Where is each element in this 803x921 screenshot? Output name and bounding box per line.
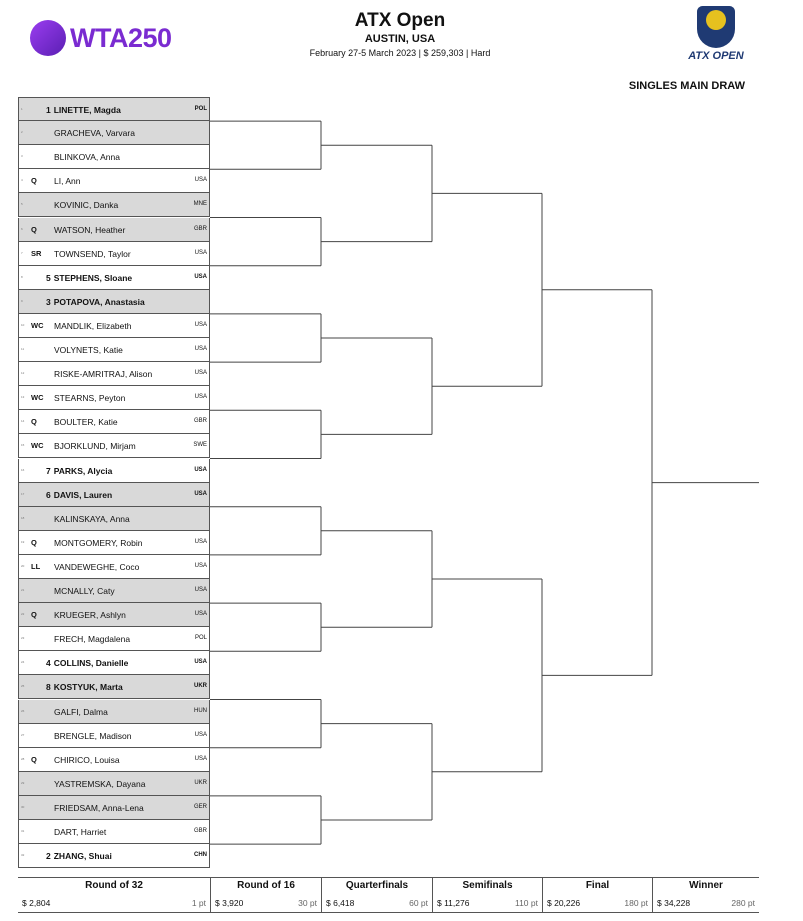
round-name: Winner (689, 880, 723, 891)
player-country: USA (194, 249, 207, 256)
player-name: FRIEDSAM, Anna-Lena (54, 802, 144, 813)
player-name: KALINSKAYA, Anna (54, 513, 130, 524)
draw-position: 32 (21, 853, 25, 858)
round-name: Quarterfinals (345, 880, 409, 891)
draw-position: 29 (21, 780, 25, 785)
entry-status: Q (31, 224, 37, 234)
player-name: 7 PARKS, Alycia (46, 465, 113, 476)
player-country: POL (194, 635, 207, 642)
player-name: LI, Ann (54, 176, 81, 187)
player-country: USA (194, 659, 207, 666)
draw-position: 1 (21, 107, 23, 111)
round-cell (18, 878, 210, 912)
draw-position: 3 (21, 154, 23, 159)
tournament-title: ATX Open (354, 10, 446, 31)
draw-position: 22 (21, 612, 25, 617)
draw-position: 6 (21, 226, 23, 231)
seed-number: 6 (46, 489, 51, 500)
player-name: BJORKLUND, Mirjam (54, 441, 136, 452)
player-name: GRACHEVA, Varvara (54, 128, 135, 139)
player-country: USA (194, 466, 207, 473)
round-prize: $ 3,920 (215, 898, 244, 908)
seed-number: 5 (46, 272, 51, 283)
draw-position: 15 (21, 443, 25, 448)
player-country: USA (194, 562, 207, 569)
round-prize: $ 11,276 (437, 898, 470, 908)
player-country: USA (194, 321, 207, 328)
draw-position: 21 (21, 588, 25, 592)
round-points: 1 pt (191, 898, 206, 908)
draw-position: 20 (21, 563, 25, 568)
player-country: USA (194, 755, 207, 762)
player-country: GBR (193, 225, 207, 232)
entry-status: WC (31, 441, 44, 451)
draw-position: 13 (21, 395, 25, 400)
round-name: Round of 32 (85, 880, 143, 891)
player-country: UKR (194, 683, 207, 690)
round-points: 280 pt (731, 898, 755, 908)
draw-position: 26 (21, 708, 25, 713)
draw-position: 4 (21, 178, 23, 183)
player-country: USA (194, 490, 207, 497)
player-name: CHIRICO, Louisa (54, 754, 120, 765)
player-name: WATSON, Heather (54, 224, 126, 235)
draw-position: 18 (21, 515, 25, 520)
round-prize: $ 20,226 (547, 898, 581, 908)
tournament-details: February 27-5 March 2023 | $ 259,303 | Hard (309, 48, 491, 58)
player-name: 5 STEPHENS, Sloane (46, 272, 133, 283)
player-name: 4 COLLINS, Danielle (46, 658, 129, 669)
tournament-location: AUSTIN, USA (364, 33, 436, 45)
player-country: GER (193, 803, 207, 810)
seed-number: 7 (46, 465, 51, 476)
draw-position: 19 (21, 539, 25, 544)
round-cell (321, 878, 432, 912)
round-cell (652, 878, 759, 912)
draw-label: SINGLES MAIN DRAW (628, 80, 745, 92)
draw-position: 30 (21, 804, 25, 809)
draw-position: 8 (21, 274, 23, 279)
player-country: CHN (194, 852, 207, 859)
player-country: USA (194, 731, 207, 738)
entry-status: Q (31, 754, 37, 764)
player-name: KOVINIC, Danka (54, 200, 119, 211)
player-name: BOULTER, Katie (54, 417, 118, 428)
round-prize: $ 34,228 (657, 898, 691, 908)
player-name: TOWNSEND, Taylor (54, 248, 131, 259)
entry-status: WC (31, 320, 44, 330)
player-name: MCNALLY, Caty (54, 586, 115, 596)
player-name: 6 DAVIS, Lauren (46, 489, 113, 500)
draw-position: 28 (21, 756, 25, 761)
player-country: USA (194, 370, 207, 377)
draw-position: 10 (21, 322, 25, 327)
round-cell (542, 878, 652, 912)
draw-position: 9 (21, 298, 23, 303)
player-country: SWE (193, 442, 207, 449)
draw-position: 24 (21, 660, 25, 665)
player-name: DART, Harriet (54, 827, 107, 837)
round-cell (432, 878, 542, 912)
entry-status: SR (31, 248, 42, 258)
player-country: MNE (193, 201, 207, 208)
player-country: USA (194, 346, 207, 352)
player-name: 2 ZHANG, Shuai (46, 851, 112, 862)
round-name: Round of 16 (237, 880, 295, 891)
round-prize: $ 2,804 (22, 898, 51, 908)
round-prize: $ 6,418 (326, 898, 355, 908)
player-name: VANDEWEGHE, Coco (54, 561, 140, 572)
player-name: RISKE-AMRITRAJ, Alison (54, 369, 153, 380)
wta-brand-text: WTA250 (70, 23, 172, 53)
round-points: 60 pt (409, 898, 428, 908)
draw-position: 31 (21, 829, 25, 833)
player-country: USA (194, 587, 207, 593)
draw-position: 17 (21, 491, 25, 496)
seed-number: 3 (46, 296, 51, 307)
player-name: YASTREMSKA, Dayana (54, 778, 146, 789)
draw-position: 27 (21, 732, 25, 737)
round-name: Final (585, 880, 610, 891)
entry-status: LL (31, 561, 41, 571)
player-name: FRECH, Magdalena (54, 634, 131, 645)
entry-status: Q (31, 176, 37, 186)
player-country: USA (194, 273, 207, 280)
player-name: BLINKOVA, Anna (54, 152, 120, 163)
player-name: 8 KOSTYUK, Marta (46, 682, 123, 693)
player-country: USA (194, 394, 207, 401)
player-country: GBR (193, 418, 207, 425)
player-country: UKR (194, 779, 207, 786)
player-name: MANDLIK, Elizabeth (54, 320, 132, 331)
draw-position: 5 (21, 202, 23, 207)
seed-number: 1 (46, 105, 51, 115)
player-name: STEARNS, Peyton (54, 393, 126, 404)
player-name: 1 LINETTE, Magda (46, 105, 121, 115)
round-points: 30 pt (298, 898, 317, 908)
entry-status: Q (31, 537, 37, 547)
player-name: 3 POTAPOVA, Anastasia (46, 296, 145, 307)
draw-position: 23 (21, 636, 25, 641)
player-name: BRENGLE, Madison (54, 730, 132, 741)
round-prize-table (18, 877, 759, 913)
player-country: GBR (193, 828, 207, 834)
draw-position: 2 (21, 130, 23, 135)
player-name: MONTGOMERY, Robin (54, 537, 143, 548)
seed-number: 8 (46, 682, 51, 693)
entry-status: Q (31, 417, 37, 427)
seed-number: 4 (46, 658, 51, 669)
player-name: VOLYNETS, Katie (54, 345, 123, 355)
player-country: POL (194, 106, 207, 112)
round-points: 110 pt (514, 898, 538, 908)
draw-position: 7 (21, 250, 23, 255)
round-cell (210, 878, 321, 912)
round-points: 180 pt (624, 898, 648, 908)
draw-position: 16 (21, 467, 25, 472)
player-name: GALFI, Dalma (54, 706, 108, 717)
atx-open-logo-text: ATX OPEN (688, 50, 744, 62)
round-name: Semifinals (462, 880, 513, 891)
entry-status: WC (31, 393, 44, 403)
player-country: HUN (194, 707, 207, 714)
player-name: KRUEGER, Ashlyn (54, 610, 126, 621)
draw-position: 12 (21, 371, 25, 376)
entry-status: Q (31, 610, 37, 620)
player-country: USA (194, 538, 207, 545)
draw-position: 11 (21, 347, 25, 351)
seed-number: 2 (46, 851, 51, 862)
draw-position: 25 (21, 684, 25, 689)
player-country: USA (194, 177, 207, 184)
draw-position: 14 (21, 419, 25, 424)
player-country: USA (194, 611, 207, 618)
